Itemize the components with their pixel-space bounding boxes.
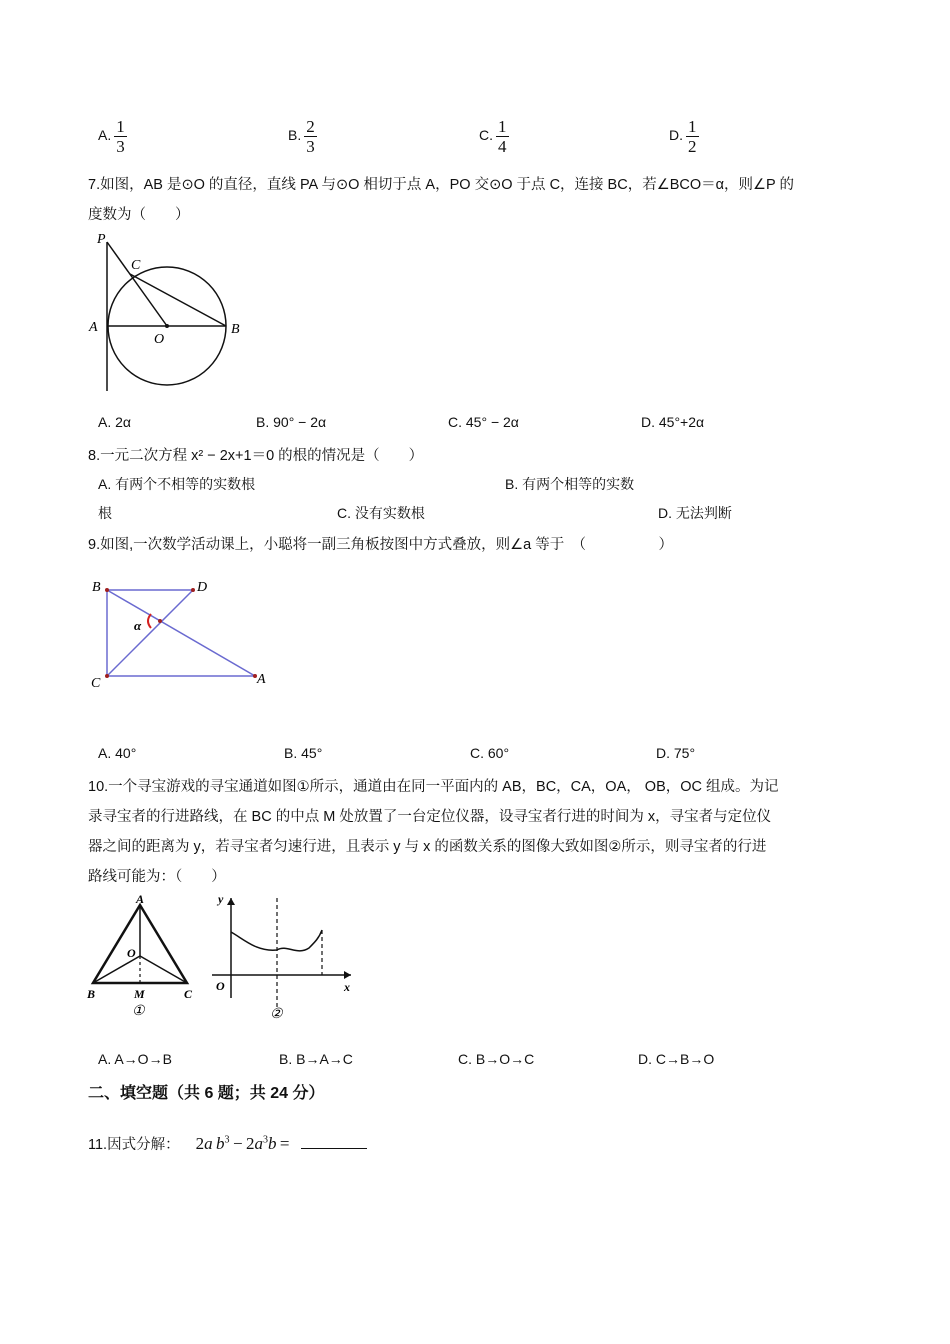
- q10-fig2-label-x: x: [344, 980, 350, 994]
- q7-stem-line1: 7.如图，AB 是⊙O 的直径，直线 PA 与⊙O 相切于点 A，PO 交⊙O 于点 C，连接 BC，若∠BCO＝α，则∠P 的: [88, 177, 794, 193]
- q10-fig1-label-b: B: [87, 987, 96, 1001]
- q9-option-c: C. 60°: [470, 745, 510, 761]
- q8-option-a: A. 有两个不相等的实数根: [98, 476, 256, 492]
- q9-label-d: D: [197, 580, 208, 595]
- q7-label-c: C: [131, 258, 141, 273]
- q10-fig2-label-y: y: [218, 892, 224, 906]
- q10-stem-line3: 器之间的距离为 y，若寻宝者匀速行进，且表示 y 与 x 的函数关系的图像大致如图②所示，则寻宝者的行进: [88, 839, 767, 855]
- q10-figure-2-graph: [205, 890, 360, 1022]
- q7-label-b: B: [231, 322, 240, 337]
- q9-triangle-figure: [85, 570, 275, 695]
- q11-stem: [88, 1133, 367, 1154]
- q6-option-d: D. $\frac{1}{2}$: [669, 117, 697, 156]
- q11-label: 11.因式分解：: [88, 1137, 180, 1153]
- q9-option-d: D. 75°: [656, 745, 696, 761]
- q11-answer-blank[interactable]: [301, 1134, 367, 1149]
- q10-option-c: C. B→O→C: [458, 1051, 535, 1067]
- q7-stem-line2: 度数为（ ）: [88, 207, 190, 223]
- q10-option-b: B. B→A→C: [279, 1051, 353, 1067]
- q10-fig1-label-c: C: [184, 987, 193, 1001]
- q10-figure-1-passage: [85, 890, 200, 1022]
- q9-label-c: C: [91, 676, 101, 691]
- q10-fig2-caption: ②: [270, 1007, 283, 1022]
- q10-fig1-label-o: O: [127, 946, 136, 960]
- q7-circle-figure: [85, 225, 255, 397]
- q8-option-b-continued: 根: [98, 505, 112, 521]
- q7-label-p: P: [97, 232, 106, 247]
- q9-label-b: B: [92, 580, 101, 595]
- q9-option-a: A. 40°: [98, 745, 137, 761]
- q10-fig2-label-origin: O: [216, 979, 225, 993]
- q6-option-c: C. $\frac{1}{4}$: [479, 117, 507, 156]
- q10-fig1-label-m: M: [134, 987, 145, 1001]
- q10-option-d: D. C→B→O: [638, 1051, 715, 1067]
- q7-option-b: B. 90° − 2α: [256, 414, 327, 430]
- q10-fig1-caption: ①: [132, 1004, 145, 1019]
- q6-option-b: B. $\frac{2}{3}$: [288, 117, 315, 156]
- section-2-heading: 二、填空题（共 6 题；共 24 分）: [88, 1085, 325, 1102]
- q9-label-alpha: α: [134, 618, 142, 633]
- q6-option-a: A. $\frac{1}{3}$: [98, 117, 125, 156]
- q8-option-c: C. 没有实数根: [337, 505, 425, 521]
- q10-stem-line4: 路线可能为：（ ）: [88, 869, 226, 885]
- q7-label-o: O: [154, 332, 165, 347]
- q7-option-c: C. 45° − 2α: [448, 414, 519, 430]
- q7-option-d: D. 45°+2α: [641, 414, 705, 430]
- q8-stem: 8.一元二次方程 x² − 2x+1＝0 的根的情况是（ ）: [88, 448, 424, 464]
- q10-stem-line1: 10.一个寻宝游戏的寻宝通道如图①所示，通道由在同一平面内的 AB，BC，CA，OA， OB，OC 组成。为记: [88, 779, 779, 795]
- q10-option-a: A. A→O→B: [98, 1051, 172, 1067]
- q10-stem-line2: 录寻宝者的行进路线，在 BC 的中点 M 处放置了一台定位仪器，设寻宝者行进的时间为 x，寻宝者与定位仪: [88, 809, 772, 825]
- q8-option-b: B. 有两个相等的实数: [505, 476, 635, 492]
- q10-fig1-label-a: A: [136, 892, 145, 906]
- q9-label-a: A: [257, 672, 266, 687]
- q9-stem: 9.如图,一次数学活动课上，小聪将一副三角板按图中方式叠放，则∠a 等于 （ ）: [88, 537, 673, 553]
- q11-expression: 2a $b^3 - 2a^3b$ =: [195, 1134, 290, 1153]
- q7-option-a: A. 2α: [98, 414, 131, 430]
- q8-option-d: D. 无法判断: [658, 505, 732, 521]
- q7-label-a: A: [89, 320, 98, 335]
- q9-option-b: B. 45°: [284, 745, 323, 761]
